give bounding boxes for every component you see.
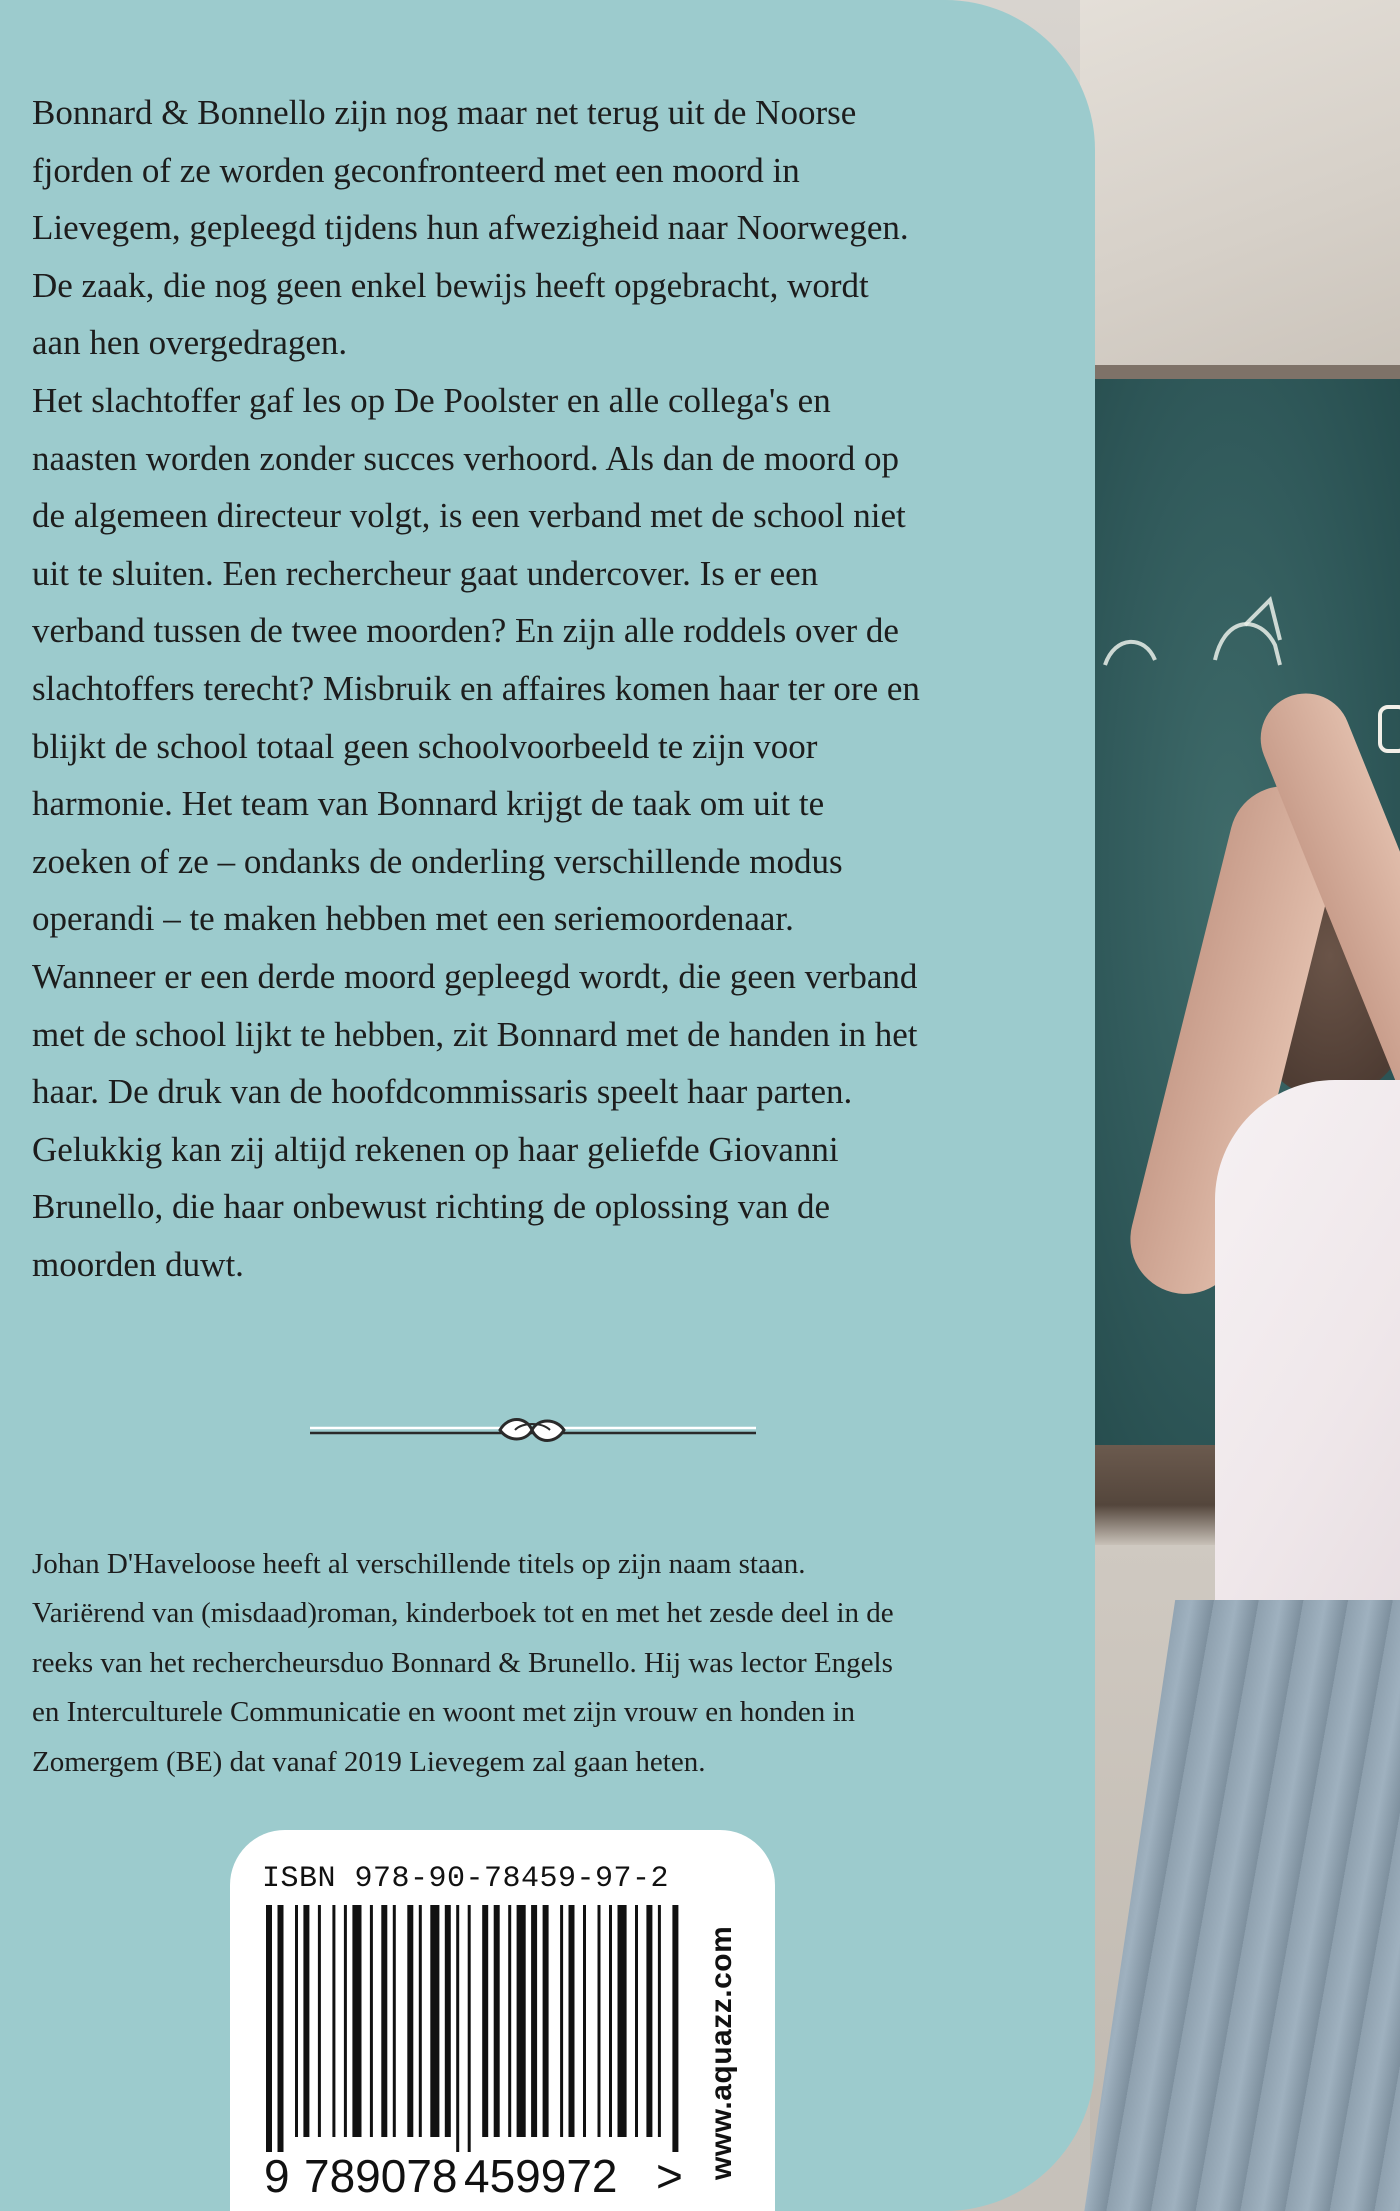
barcode-right-group: 459972 bbox=[464, 2150, 618, 2202]
barcode-lead-digit: 9 bbox=[264, 2150, 290, 2202]
barcode-left-group: 789078 bbox=[304, 2150, 458, 2202]
book-blurb bbox=[32, 84, 1052, 1293]
publisher-url bbox=[700, 1870, 742, 2180]
ornament-divider bbox=[310, 1410, 756, 1450]
blurb-paragraph: Bonnard & Bonnello zijn nog maar net terug uit de Noorse fjorden of ze worden geconfronteerd met een moord in Lievegem, gepleegd tijdens hun afwezigheid naar Noorwegen. De zaak, die nog geen enkel bewijs heeft opgebracht, wordt aan hen overgedragen. bbox=[32, 93, 909, 363]
isbn-label: ISBN 978-90-78459-97-2 bbox=[262, 1862, 670, 1896]
barcode-marker: > bbox=[656, 2150, 683, 2202]
wall bbox=[1080, 0, 1400, 370]
publisher-url-text: www.aquazz.com bbox=[705, 1925, 738, 2180]
bracelet bbox=[1378, 705, 1400, 753]
barcode-digits bbox=[262, 2130, 722, 2200]
blurb-paragraph: Wanneer er een derde moord gepleegd wordt, die geen verband met de school lijkt te hebben, zit Bonnard met de handen in het haar. De druk van de hoofdcommissaris speelt haar parten. Gelukkig kan zij altijd rekenen op haar geliefde Giovanni Brunello, die haar onbewust richting de oplossing van de moorden duwt. bbox=[32, 956, 918, 1284]
author-bio bbox=[32, 1540, 1072, 1787]
author-bio-text: Johan D'Haveloose heeft al verschillende titels op zijn naam staan. Variërend van (misdaad)roman, kinderboek tot en met het zesde deel in de reeks van het rechercheursduo Bonnard & Brunello. Hij was lector Engels en Interculturele Communicatie en woont met zijn vrouw en honden in Zomergem (BE) dat vanaf 2019 Lievegem zal gaan heten. bbox=[32, 1548, 894, 1778]
blurb-paragraph: Het slachtoffer gaf les op De Poolster en alle collega's en naasten worden zonder succes verhoord. Als dan de moord op de algemeen directeur volgt, is een verband met de school niet uit te sluiten. Een rechercheur gaat undercover. Is er een verband tussen de twee moorden? En zijn alle roddels over de slachtoffers terecht? Misbruik en affaires komen haar ter ore en blijkt de school totaal geen schoolvoorbeeld te zijn voor harmonie. Het team van Bonnard krijgt de taak om uit te zoeken of ze – ondanks de onderling verschillende modus operandi – te maken hebben met een seriemoordenaar. bbox=[32, 380, 920, 939]
chalk-doodle bbox=[1095, 595, 1295, 685]
